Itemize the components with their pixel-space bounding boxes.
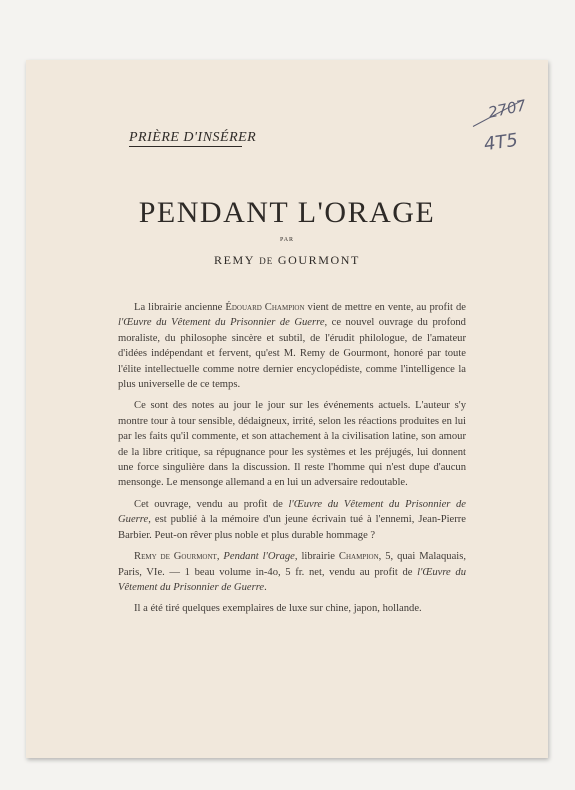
author-last-name: GOURMONT — [277, 253, 360, 267]
p1-oeuvre: l'Œuvre du Vêtement du Prisonnier de Guerre — [118, 317, 325, 329]
priere-inserer-label: PRIÈRE D'INSÉRER — [129, 130, 257, 145]
p4-end: . — [264, 581, 267, 593]
author-particle: DE — [259, 256, 274, 266]
handwritten-note-number: 2707 — [486, 96, 528, 122]
paragraph-5: Il a été tiré quelques exemplaires de luxe sur chine, japon, hollande. — [134, 603, 422, 615]
p4-publisher: Champion — [338, 551, 379, 563]
p4-sep: , — [216, 551, 224, 563]
author-first-name: REMY — [214, 253, 255, 267]
p1-text-e: , ce nouvel ouvrage du profond moraliste, du philosophe sincère et subtil, de l'érudit philologue, de l'amateur d'idées indépendant et fervent, qu'est M. Remy de Gourmont, honoré par toute l'élite intellectuelle comme notre dernier encyclopédiste, comme l'intelligence la plus universelle de ce temps. — [118, 317, 466, 391]
p4-author: Remy de Gourmont — [134, 551, 217, 563]
par-label: PAR — [279, 237, 295, 243]
book-title: PENDANT L'ORAGE — [138, 196, 436, 229]
p4-oeuvre: l'Œuvre du Vêtement du Prisonnier de Guerre — [118, 566, 466, 593]
p3-text-a: Cet ouvrage, vendu au profit de — [134, 498, 289, 510]
author-name — [26, 253, 548, 268]
p1-text-c: vient de mettre en vente, au profit de — [304, 302, 466, 313]
p1-publisher: Édouard Champion — [225, 302, 305, 313]
handwritten-note-price: 4T5 — [482, 129, 520, 156]
p1-text-a: La librairie ancienne — [134, 302, 226, 313]
paragraph-3 — [118, 497, 466, 543]
priere-underline — [129, 146, 242, 147]
p3-text-c: , est publié à la mémoire d'un jeune écrivain tué à l'ennemi, Jean-Pierre Barbier. Peut-on rêver plus noble et plus durable hommage ? — [118, 514, 466, 541]
p3-oeuvre: l'Œuvre du Vêtement du Prisonnier de Guerre — [118, 498, 467, 526]
p4-title: Pendant l'Orage — [223, 551, 295, 563]
p4-text-f: , 5, quai Malaquais, Paris, VIe. — 1 beau volume in-4o, 5 fr. net, vendu au profit de — [118, 551, 467, 578]
paragraph-4 — [118, 549, 466, 595]
paragraph-2: Ce sont des notes au jour le jour sur les événements actuels. L'auteur s'y montre tour à tour sensible, dédaigneux, irrité, selon les réactions produites en lui par les faits qu'il commente, et son attachement à la civilisation latine, son amour de la libre critique, sa répugnance pour les systèmes et les préjugés, lui donnent une force singulière dans la discussion. Il reste l'homme qui n'est dupe d'aucun mensonge. Le mensonge allemand a en lui un adversaire redoutable. — [118, 400, 466, 489]
document-page — [26, 60, 548, 758]
paragraph-1 — [118, 300, 466, 392]
body-text — [118, 300, 466, 623]
p4-text-d: , librairie — [294, 551, 339, 563]
